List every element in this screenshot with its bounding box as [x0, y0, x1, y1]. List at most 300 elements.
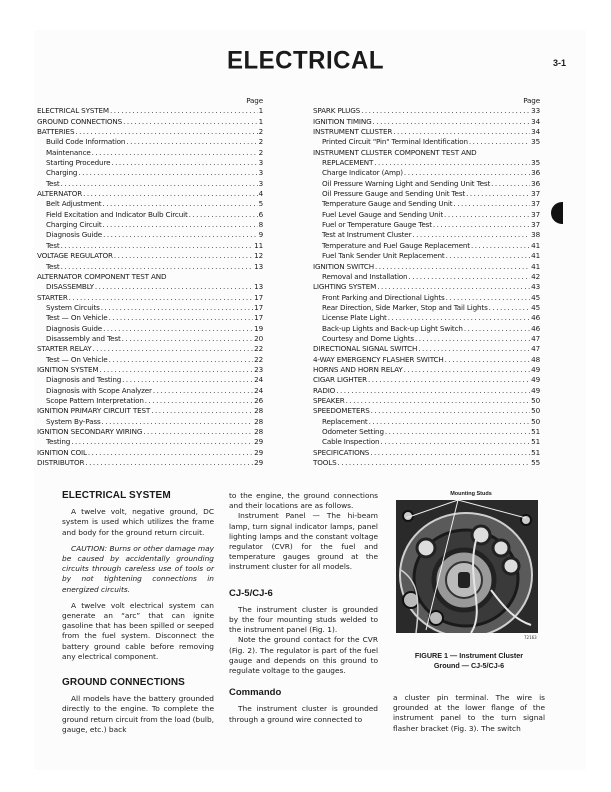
toc-entry-page: 38 [531, 230, 540, 240]
toc-entry-page: 46 [531, 323, 540, 333]
toc-entry[interactable] [37, 230, 263, 240]
toc-entry[interactable] [313, 334, 540, 344]
toc-leader-dots [189, 210, 258, 220]
toc-leader-dots [336, 386, 530, 396]
toc-leader-dots [408, 272, 530, 282]
toc-entry[interactable] [37, 127, 263, 137]
toc-leader-dots [145, 396, 253, 406]
toc-entry-page: 41 [531, 251, 540, 261]
body-column-2 [229, 491, 378, 725]
chapter-title: ELECTRICAL [227, 46, 384, 75]
toc-entry[interactable] [37, 293, 263, 303]
toc-entry[interactable] [37, 437, 263, 447]
toc-leader-dots [418, 344, 530, 354]
toc-entry-page: 47 [531, 344, 540, 354]
toc-entry-page: 29 [254, 447, 263, 457]
toc-entry-page: 9 [258, 230, 263, 240]
toc-leader-dots [466, 189, 530, 199]
toc-entry-page: 8 [258, 220, 263, 230]
section-heading-ground-connections: GROUND CONNECTIONS [62, 677, 185, 689]
toc-entry-page: 42 [531, 271, 540, 281]
toc-entry[interactable] [37, 313, 263, 323]
toc-entry[interactable] [313, 230, 540, 240]
toc-entry-page: 22 [254, 354, 263, 364]
toc-entry-page: 33 [531, 106, 540, 116]
toc-leader-dots [102, 417, 254, 427]
toc-entry-page: 50 [531, 416, 540, 426]
toc-entry-label: Test — On Vehicle [46, 354, 108, 364]
instrument-cluster-photo [396, 500, 538, 633]
toc-entry-label: Diagnosis with Scope Analyzer [46, 385, 152, 395]
toc-leader-dots [61, 179, 258, 189]
toc-entry-label: GROUND CONNECTIONS [37, 116, 123, 126]
toc-entry-label: Odometer Setting [322, 427, 384, 436]
toc-leader-dots [491, 179, 530, 189]
toc-leader-dots [444, 210, 530, 220]
toc-entry-label: INSTRUMENT CLUSTER [313, 127, 393, 137]
toc-entry[interactable] [37, 355, 263, 365]
toc-entry-page: 1 [258, 116, 263, 126]
toc-entry-page: 41 [531, 240, 540, 250]
toc-entry-label: Temperature Gauge and Sending Unit [322, 199, 453, 209]
toc-entry[interactable] [37, 344, 263, 354]
toc-entry-page: 3 [258, 158, 263, 168]
toc-leader-dots [153, 386, 253, 396]
toc-leader-dots [101, 303, 253, 313]
toc-entry[interactable] [313, 365, 540, 375]
toc-entry-page: 5 [258, 199, 263, 209]
toc-entry[interactable] [37, 448, 263, 458]
toc-leader-dots [469, 137, 530, 147]
toc-entry-page: 28 [254, 406, 263, 416]
toc-entry-page: 12 [254, 251, 263, 261]
toc-leader-dots [374, 158, 530, 168]
toc-leader-dots [109, 313, 254, 323]
toc-entry-label: Printed Circuit "Pin" Terminal Identification [322, 137, 468, 147]
paragraph-continued: a cluster pin terminal. The wire is grounded at the lower flange of the instrument panel to the turn signal flasher bracket (Fig. 3). The switch [393, 693, 545, 733]
toc-entry[interactable] [37, 262, 263, 272]
paragraph: The instrument cluster is grounded by the four mounting studs welded to the instrument panel (Fig. 1). [229, 604, 378, 635]
toc-entry-page: 35 [531, 137, 540, 147]
toc-entry-label: Maintenance [46, 147, 91, 157]
toc-entry-page: 45 [531, 292, 540, 302]
toc-entry[interactable] [37, 189, 263, 199]
toc-leader-dots [111, 158, 257, 168]
toc-entry[interactable] [313, 282, 540, 292]
toc-leader-dots [109, 355, 254, 365]
caution-note: CAUTION: Burns or other damage may be caused by accidentally grounding circuits through careless use of tools or by not tightening connections in energized circuits. [62, 543, 214, 594]
toc-entry[interactable] [37, 282, 263, 292]
toc-leader-dots [375, 262, 530, 272]
body-column-3 [393, 693, 545, 734]
toc-leader-dots [361, 106, 530, 116]
toc-leader-dots [122, 334, 253, 344]
toc-entry[interactable] [313, 448, 540, 458]
toc-entry-label: Charge Indicator (Amp) [322, 168, 403, 178]
toc-entry-page: 17 [254, 313, 263, 323]
toc-entry-page: 37 [531, 209, 540, 219]
toc-entry-label: Test [46, 261, 60, 271]
toc-leader-dots [93, 344, 254, 354]
toc-entry-page: 43 [531, 282, 540, 292]
toc-entry[interactable] [37, 427, 263, 437]
toc-page-heading: Page [246, 96, 263, 105]
toc-entry[interactable] [313, 220, 540, 230]
toc-entry[interactable] [313, 262, 540, 272]
toc-entry-page: 50 [531, 395, 540, 405]
toc-leader-dots [103, 220, 258, 230]
toc-leader-dots [369, 417, 531, 427]
toc-entry-label: HORNS AND HORN RELAY [313, 364, 403, 374]
toc-leader-dots [404, 168, 530, 178]
toc-entry-label: Fuel Tank Sender Unit Replacement [322, 251, 445, 261]
figure-1 [396, 491, 546, 643]
toc-entry[interactable] [313, 137, 540, 147]
toc-entry[interactable] [37, 179, 263, 189]
toc-leader-dots [471, 241, 530, 251]
toc-entry-page: 51 [531, 437, 540, 447]
toc-leader-dots [126, 137, 257, 147]
subsection-heading-cj5-cj6: CJ-5/CJ-6 [229, 587, 273, 599]
toc-entry-page: 24 [254, 375, 263, 385]
figure-caption-line-2: Ground — CJ-5/CJ-6 [433, 661, 505, 670]
toc-entry-label: ALTERNATOR COMPONENT TEST AND [37, 271, 167, 281]
toc-entry-label: Testing [46, 437, 71, 447]
toc-entry-label: Belt Adjustment [46, 199, 102, 209]
toc-leader-dots [446, 251, 531, 261]
toc-leader-dots [453, 199, 530, 209]
figure-caption [394, 651, 544, 671]
toc-entry[interactable] [37, 148, 263, 158]
toc-leader-dots [114, 251, 253, 261]
toc-entry-label: Cable Inspection [322, 437, 380, 447]
toc-entry-label: BATTERIES [37, 127, 75, 137]
toc-entry-label: Disassembly and Test [46, 333, 121, 343]
toc-entry-label: Back-up Lights and Back-up Light Switch [322, 323, 463, 333]
toc-entry-page: 35 [531, 158, 540, 168]
toc-entry-label: TOOLS [313, 458, 337, 468]
paragraph: Instrument Panel — The hi-beam lamp, turn signal indicator lamps, panel lighting lamps and the constant voltage regulator (CVR) for the fuel and temperature gauges ground at the instrument cluster for all models. [229, 511, 378, 572]
toc-entry[interactable] [313, 313, 540, 323]
toc-entry-page: 41 [531, 261, 540, 271]
toc-entry-page: 50 [531, 406, 540, 416]
toc-entry-page: 2 [258, 137, 263, 147]
toc-entry[interactable] [313, 148, 540, 158]
toc-entry[interactable] [313, 241, 540, 251]
toc-entry-label: VOLTAGE REGULATOR [37, 251, 113, 261]
toc-entry-label: Test [46, 178, 60, 188]
toc-entry[interactable] [313, 106, 540, 116]
toc-leader-dots [99, 365, 253, 375]
toc-entry-page: 55 [531, 458, 540, 468]
toc-entry-label: ALTERNATOR [37, 189, 83, 199]
toc-entry-page: 11 [254, 240, 263, 250]
toc-leader-dots [464, 324, 530, 334]
toc-entry-page: 45 [531, 302, 540, 312]
toc-entry-label: LIGHTING SYSTEM [313, 282, 377, 292]
toc-leader-dots [83, 189, 257, 199]
toc-entry-label: Diagnosis Guide [46, 323, 103, 333]
toc-entry[interactable] [37, 458, 263, 468]
paragraph-continued: to the engine, the ground connections and their locations are as follows. [229, 491, 378, 511]
body-column-1 [62, 491, 214, 735]
toc-leader-dots [404, 365, 531, 375]
paragraph: The instrument cluster is grounded through a ground wire connected to [229, 704, 378, 724]
toc-entry-page: 26 [254, 395, 263, 405]
toc-leader-dots [71, 437, 253, 447]
toc-leader-dots [346, 396, 531, 406]
toc-leader-dots [69, 293, 253, 303]
toc-entry-label: 4-WAY EMERGENCY FLASHER SWITCH [313, 354, 444, 364]
toc-entry[interactable] [37, 303, 263, 313]
toc-entry[interactable] [37, 406, 263, 416]
toc-leader-dots [446, 293, 531, 303]
toc-entry[interactable] [313, 179, 540, 189]
toc-entry-page: 13 [254, 261, 263, 271]
toc-entry-label: Fuel Level Gauge and Sending Unit [322, 209, 444, 219]
toc-entry-page: 4 [258, 189, 263, 199]
page-number: 3-1 [553, 58, 567, 68]
toc-leader-dots [393, 127, 530, 137]
toc-entry-page: 28 [254, 416, 263, 426]
toc-entry-page: 49 [531, 364, 540, 374]
toc-entry[interactable] [37, 168, 263, 178]
toc-entry[interactable] [37, 199, 263, 209]
toc-entry-page: 34 [531, 116, 540, 126]
toc-entry-label: IGNITION SWITCH [313, 261, 374, 271]
toc-entry[interactable] [37, 272, 263, 282]
toc-entry-page: 36 [531, 178, 540, 188]
toc-entry-page: 3 [258, 178, 263, 188]
figure-callout-label: Mounting Studs [450, 491, 492, 497]
toc-entry-label: System Circuits [46, 302, 100, 312]
toc-entry-page: 34 [531, 127, 540, 137]
toc-entry[interactable] [313, 168, 540, 178]
toc-entry[interactable] [37, 386, 263, 396]
toc-right-column [313, 96, 540, 468]
toc-entry-page: 37 [531, 189, 540, 199]
toc-entry-label: SPARK PLUGS [313, 106, 361, 116]
toc-entry-page: 29 [254, 458, 263, 468]
toc-entry-page: 2 [258, 147, 263, 157]
toc-entry-label: Oil Pressure Gauge and Sending Unit Test [322, 189, 466, 199]
subsection-heading-commando: Commando [229, 687, 282, 699]
toc-entry-page: 13 [254, 282, 263, 292]
toc-entry-label: REPLACEMENT [322, 158, 374, 168]
toc-leader-dots [151, 406, 253, 416]
toc-entry-page: 6 [258, 209, 263, 219]
toc-entry-page: 49 [531, 385, 540, 395]
toc-entry-label: Front Parking and Directional Lights [322, 292, 445, 302]
toc-entry-page: 48 [531, 354, 540, 364]
toc-entry-label: CIGAR LIGHTER [313, 375, 367, 385]
toc-entry-label: Replacement [322, 416, 368, 426]
toc-entry-label: IGNITION PRIMARY CIRCUIT TEST [37, 406, 151, 416]
toc-entry-label: Scope Pattern Interpretation [46, 395, 144, 405]
toc-entry-page: 2 [258, 127, 263, 137]
toc-entry[interactable] [313, 251, 540, 261]
toc-leader-dots [370, 448, 530, 458]
toc-entry-label: Fuel or Temperature Gauge Test [322, 220, 432, 230]
toc-entry-label: DISASSEMBLY [46, 282, 94, 292]
toc-entry[interactable] [313, 355, 540, 365]
toc-entry-label: DISTRIBUTOR [37, 458, 85, 468]
toc-entry[interactable] [37, 106, 263, 116]
toc-entry[interactable] [313, 386, 540, 396]
toc-leader-dots [433, 220, 530, 230]
toc-entry-page: 23 [254, 364, 263, 374]
toc-leader-dots [61, 241, 254, 251]
toc-entry-page: 51 [531, 447, 540, 457]
toc-entry-label: IGNITION COIL [37, 447, 87, 457]
toc-entry[interactable] [37, 396, 263, 406]
toc-entry[interactable] [313, 375, 540, 385]
toc-page-heading: Page [523, 96, 540, 105]
toc-leader-dots [88, 448, 253, 458]
toc-entry-page: 37 [531, 199, 540, 209]
paragraph: A twelve volt, negative ground, DC system is used which utilizes the frame and body for the ground return circuit. [62, 507, 214, 537]
toc-entry[interactable] [313, 417, 540, 427]
toc-entry[interactable] [37, 417, 263, 427]
instrument-cluster-illustration-icon [396, 500, 538, 633]
toc-left-list [37, 106, 263, 468]
toc-leader-dots [338, 458, 531, 468]
toc-entry[interactable] [37, 241, 263, 251]
toc-entry-label: SPEAKER [313, 395, 345, 405]
toc-entry-page: 46 [531, 313, 540, 323]
toc-entry[interactable] [313, 427, 540, 437]
toc-entry[interactable] [37, 137, 263, 147]
toc-entry[interactable] [313, 127, 540, 137]
toc-entry[interactable] [313, 406, 540, 416]
toc-leader-dots [122, 375, 253, 385]
toc-entry[interactable] [37, 365, 263, 375]
toc-entry[interactable] [37, 220, 263, 230]
toc-entry-label: Test at Instrument Cluster [322, 230, 412, 240]
toc-leader-dots [368, 375, 530, 385]
toc-leader-dots [102, 199, 257, 209]
toc-entry[interactable] [313, 117, 540, 127]
toc-entry-label: Test [46, 240, 60, 250]
paragraph: A twelve volt electrical system can generate an “arc” that can ignite gasoline that has been spilled or seeped from the fuel system. Disconnect the battery ground cable before removing any electrical component. [62, 600, 214, 661]
toc-leader-dots [412, 230, 530, 240]
toc-entry[interactable] [313, 272, 540, 282]
toc-entry-label: Field Excitation and Indicator Bulb Circuit [46, 209, 188, 219]
toc-entry[interactable] [37, 158, 263, 168]
toc-entry-page: 19 [254, 323, 263, 333]
toc-entry-label: Starting Procedure [46, 158, 111, 168]
toc-leader-dots [373, 117, 531, 127]
toc-leader-dots [85, 458, 253, 468]
toc-entry-label: License Plate Light [322, 313, 387, 323]
toc-entry-page: 20 [254, 333, 263, 343]
toc-entry-label: Charging Circuit [46, 220, 102, 230]
toc-entry[interactable] [37, 375, 263, 385]
toc-entry[interactable] [313, 396, 540, 406]
toc-leader-dots [388, 313, 530, 323]
toc-entry-page: 17 [254, 302, 263, 312]
toc-entry-page: 24 [254, 385, 263, 395]
toc-entry-page: 22 [254, 344, 263, 354]
toc-entry-label: IGNITION SYSTEM [37, 364, 99, 374]
figure-image-id: 72163 [524, 635, 537, 640]
toc-entry-label: Courtesy and Dome Lights [322, 333, 414, 343]
toc-entry-page: 37 [531, 220, 540, 230]
toc-entry-label: Temperature and Fuel Gauge Replacement [322, 240, 470, 250]
toc-entry-label: Rear Direction, Side Marker, Stop and Tail Lights [322, 302, 488, 312]
toc-entry[interactable] [313, 344, 540, 354]
toc-leader-dots [78, 168, 257, 178]
toc-leader-dots [371, 406, 531, 416]
toc-entry-page: 47 [531, 333, 540, 343]
toc-leader-dots [489, 303, 530, 313]
toc-entry[interactable] [37, 251, 263, 261]
toc-entry-page: 3 [258, 168, 263, 178]
toc-right-list [313, 106, 540, 468]
section-heading-electrical-system: ELECTRICAL SYSTEM [62, 490, 171, 501]
toc-leader-dots [103, 324, 253, 334]
toc-leader-dots [143, 427, 253, 437]
toc-entry-page: 29 [254, 437, 263, 447]
toc-leader-dots [377, 282, 530, 292]
toc-leader-dots [61, 262, 254, 272]
toc-entry[interactable] [313, 303, 540, 313]
toc-entry-label: ELECTRICAL SYSTEM [37, 106, 109, 116]
toc-entry-label: RADIO [313, 385, 336, 395]
toc-entry[interactable] [37, 210, 263, 220]
toc-entry[interactable] [313, 158, 540, 168]
toc-entry-label: IGNITION SECONDARY WIRING [37, 427, 143, 436]
toc-entry[interactable] [313, 324, 540, 334]
toc-entry-label: SPEEDOMETERS [313, 406, 370, 416]
toc-entry-page: 49 [531, 375, 540, 385]
toc-entry-page: 1 [258, 106, 263, 116]
toc-leader-dots [385, 427, 530, 437]
toc-leader-dots [75, 127, 257, 137]
toc-entry-label: STARTER RELAY [37, 344, 92, 354]
toc-entry[interactable] [313, 199, 540, 209]
toc-entry-label: Diagnosis Guide [46, 230, 103, 240]
toc-entry-label: Diagnosis and Testing [46, 375, 122, 385]
toc-leader-dots [110, 106, 258, 116]
toc-entry-page: 28 [254, 427, 263, 436]
toc-entry[interactable] [37, 324, 263, 334]
toc-entry-page: 36 [531, 168, 540, 178]
paragraph: Note the ground contact for the CVR (Fig. 2). The regulator is part of the fuel gauge and depends on this ground to regulate voltage to the gauges. [229, 635, 378, 676]
toc-entry-label: STARTER [37, 292, 68, 302]
toc-entry[interactable] [37, 334, 263, 344]
toc-leader-dots [380, 437, 530, 447]
toc-entry[interactable] [313, 437, 540, 447]
paragraph: All models have the battery grounded directly to the engine. To complete the ground return circuit from the load (bulb, gauge, etc.) back [62, 694, 215, 734]
toc-leader-dots [103, 230, 257, 240]
toc-entry-label: Test — On Vehicle [46, 313, 108, 323]
toc-entry-label: Oil Pressure Warning Light and Sending Unit Test [322, 178, 491, 188]
toc-entry[interactable] [313, 189, 540, 199]
toc-entry-label: System By-Pass [46, 416, 101, 426]
toc-entry-label: INSTRUMENT CLUSTER COMPONENT TEST AND [313, 147, 477, 157]
toc-entry-label: Build Code Information [46, 137, 126, 147]
toc-leader-dots [445, 355, 530, 365]
toc-entry[interactable] [313, 210, 540, 220]
toc-entry[interactable] [313, 458, 540, 468]
toc-leader-dots [92, 148, 258, 158]
toc-leader-dots [95, 282, 253, 292]
toc-entry[interactable] [37, 117, 263, 127]
toc-leader-dots [123, 117, 257, 127]
toc-entry[interactable] [313, 293, 540, 303]
toc-entry-page: 17 [254, 292, 263, 302]
